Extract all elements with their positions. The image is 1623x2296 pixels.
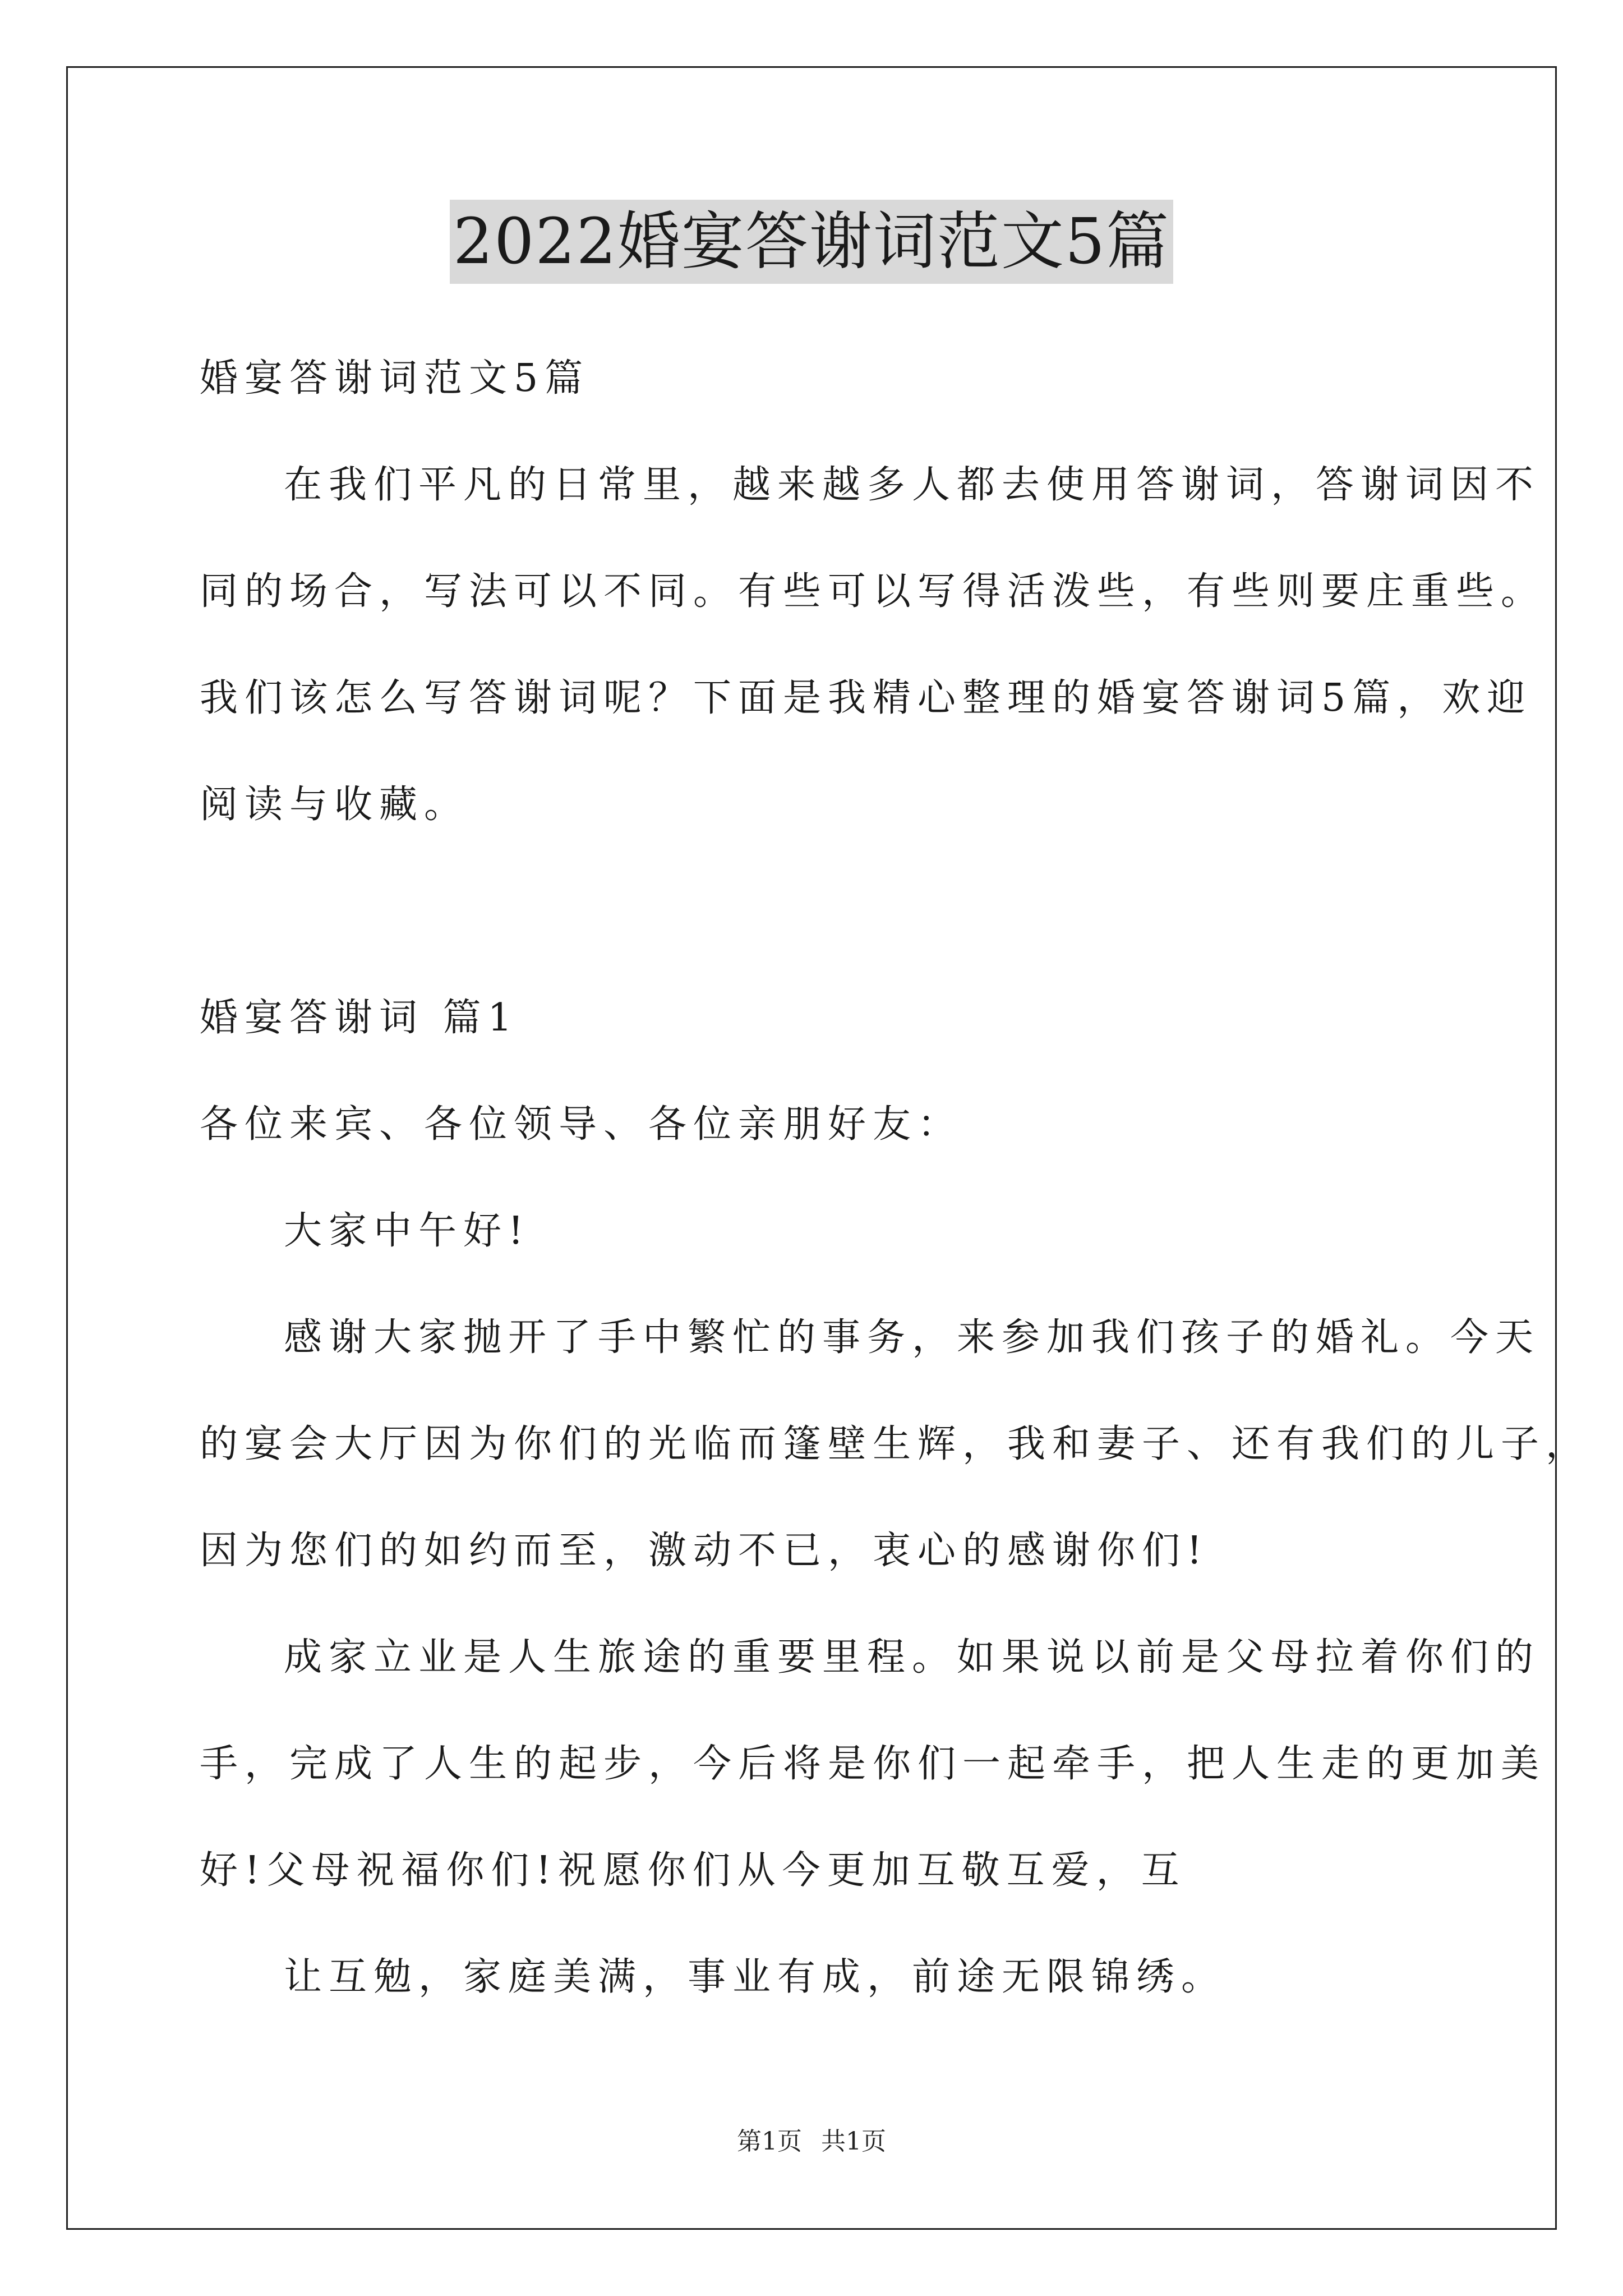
para1-line-2: 的宴会大厅因为你们的光临而篷壁生辉，我和妻子、还有我们的儿子， (200, 1422, 1591, 1466)
para3-line-1: 让互勉，家庭美满，事业有成，前途无限锦绣。 (284, 1955, 1227, 1999)
page-number-total: 共1页 (821, 2127, 886, 2156)
salutation: 各位来宾、各位领导、各位亲朋好友： (200, 1102, 963, 1147)
greeting: 大家中午好! (284, 1209, 531, 1253)
page-number-current: 第1页 (737, 2127, 802, 2156)
page-footer (0, 2125, 1623, 2159)
intro-line-1: 在我们平凡的日常里，越来越多人都去使用答谢词，答谢词因不 (284, 463, 1541, 507)
title-container (0, 200, 1623, 284)
document-subtitle: 婚宴答谢词范文5篇 (200, 356, 590, 401)
intro-line-4: 阅读与收藏。 (200, 783, 469, 827)
intro-line-3: 我们该怎么写答谢词呢？下面是我精心整理的婚宴答谢词5篇，欢迎 (200, 676, 1532, 720)
para2-line-3: 好!父母祝福你们!祝愿你们从今更加互敬互爱，互 (200, 1848, 1186, 1893)
para2-line-2: 手，完成了人生的起步，今后将是你们一起牵手，把人生走的更加美 (200, 1742, 1546, 1786)
para1-line-3: 因为您们的如约而至，激动不已，衷心的感谢你们! (200, 1529, 1209, 1573)
document-title: 2022婚宴答谢词范文5篇 (450, 200, 1173, 284)
intro-line-2: 同的场合，写法可以不同。有些可以写得活泼些，有些则要庄重些。 (200, 569, 1546, 614)
para2-line-1: 成家立业是人生旅途的重要里程。如果说以前是父母拉着你们的 (284, 1635, 1541, 1680)
section-heading: 婚宴答谢词 篇1 (200, 996, 519, 1040)
para1-line-1: 感谢大家抛开了手中繁忙的事务，来参加我们孩子的婚礼。今天 (284, 1315, 1541, 1360)
